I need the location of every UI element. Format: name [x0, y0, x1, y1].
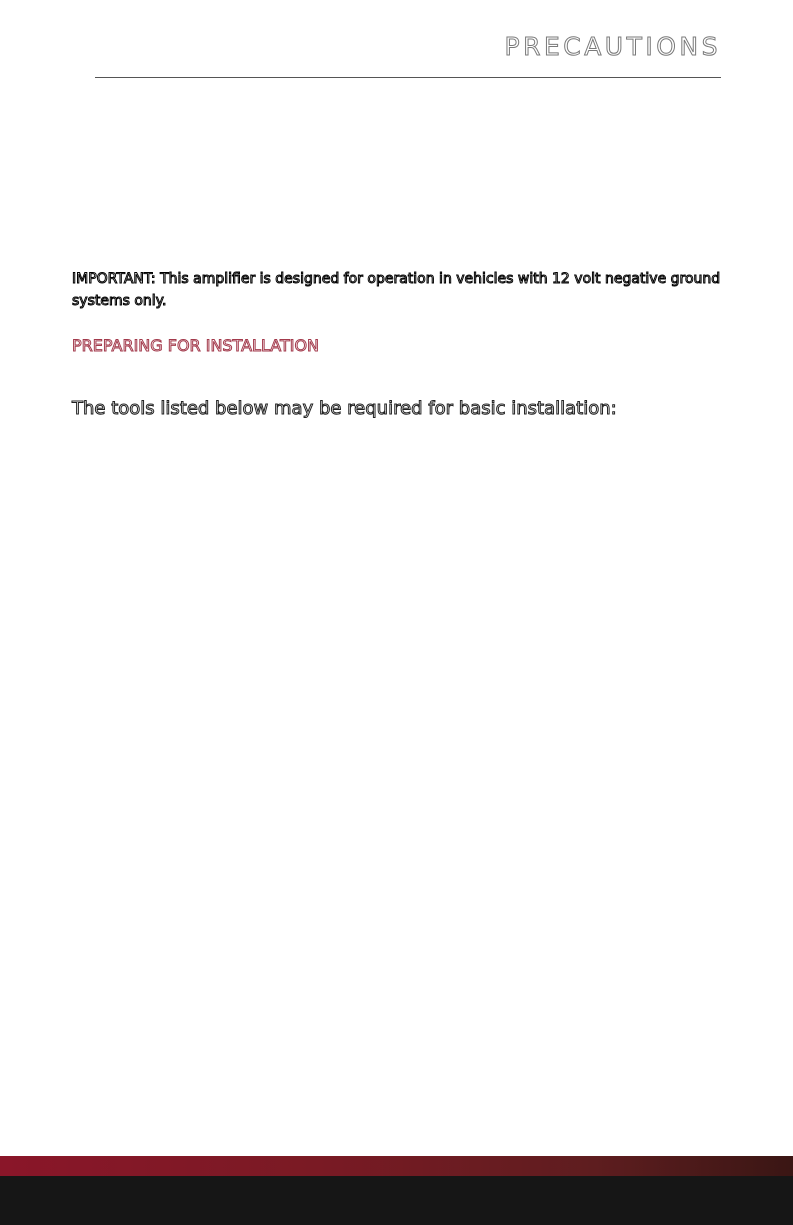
tools-intro-text: The tools listed below may be required for basic installation:: [72, 398, 617, 419]
footer-accent-band: [0, 1156, 793, 1176]
header-divider: [95, 77, 721, 78]
section-heading-preparing: PREPARING FOR INSTALLATION: [72, 336, 320, 355]
footer-bar: [0, 1176, 793, 1225]
important-note: IMPORTANT: This amplifier is designed for operation in vehicles with 12 volt negative ground systems only.: [72, 271, 721, 309]
page-title: PRECAUTIONS: [504, 32, 721, 61]
